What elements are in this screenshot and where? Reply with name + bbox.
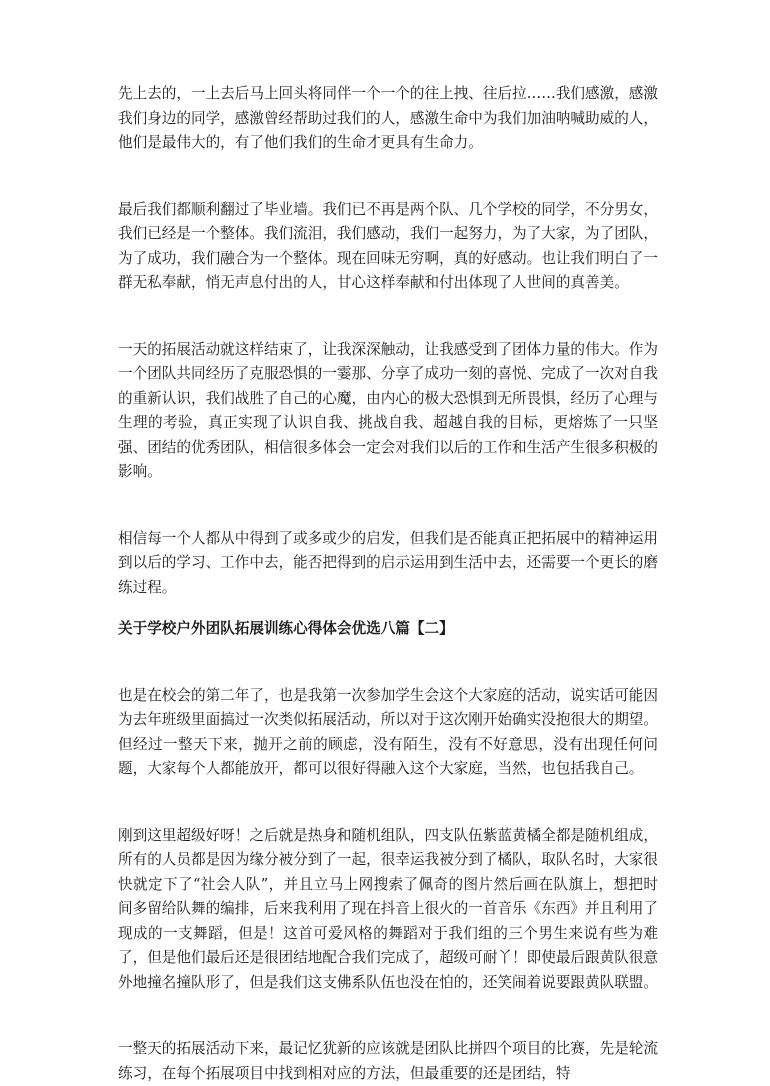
paragraph-2: 最后我们都顺利翻过了毕业墙。我们已不再是两个队、几个学校的同学，不分男女，我们已经是一个整体。我们流泪，我们感动，我们一起努力，为了大家，为了团队，为了成功，我们融合为一个整体。现在回味无穷啊，真的好感动。也让我们明白了一群无私奉献，悄无声息付出的人，甘心这样奉献和付出体现了人世间的真善美。 — [118, 200, 658, 291]
paragraph-7: 一整天的拓展活动下来，最记忆犹新的应该就是团队比拼四个项目的比赛，先是轮流练习，在每个拓展项目中找到相对应的方法，但最重要的还是团结，特 — [118, 1040, 658, 1082]
section-heading: 关于学校户外团队拓展训练心得体会优选八篇【二】 — [118, 620, 454, 637]
paragraph-spacer — [118, 156, 658, 198]
paragraph-1: 先上去的，一上去后马上回头将同伴一个一个的往上拽、往后拉……我们感激，感激我们身边的同学，感激曾经帮助过我们的人，感激生命中为我们加油呐喊助威的人，他们是最伟大的，有了他们我们的生命才更具有生命力。 — [118, 85, 658, 151]
paragraph-spacer — [118, 485, 658, 527]
paragraph-spacer — [118, 782, 658, 824]
paragraph-3: 一天的拓展活动就这样结束了，让我深深触动，让我感受到了团体力量的伟大。作为一个团队共同经历了克服恐惧的一霎那、分享了成功一刻的喜悦、完成了一次对自我的重新认识，我们战胜了自己的心魔，由内心的极大恐惧到无所畏惧，经历了心理与生理的考验，真正实现了认识自我、挑战自我、超越自我的目标，更熔炼了一只坚强、团结的优秀团队，相信很多体会一定会对我们以后的工作和生活产生很多积极的影响。 — [118, 340, 658, 480]
paragraph-6: 刚到这里超级好呀！之后就是热身和随机组队，四支队伍紫蓝黄橘全都是随机组成，所有的人员都是因为缘分被分到了一起，很幸运我被分到了橘队，取队名时，大家很快就定下了“社会人队”，并且立马上网搜索了佩奇的图片然后画在队旗上，想把时间多留给队舞的编排，后来我利用了现在抖音上很火的一首音乐《东西》并且利用了现成的一支舞蹈，但是！这首可爱风格的舞蹈对于我们组的三个男生来说有些为难了，但是他们最后还是很团结地配合我们完成了，超级可耐丫！即使最后跟黄队很意外地撞名撞队形了，但是我们这支佛系队伍也没在怕的，还笑闹着说要跟黄队联盟。 — [118, 826, 658, 991]
paragraph-spacer — [118, 600, 658, 617]
paragraph-5: 也是在校会的第二年了，也是我第一次参加学生会这个大家庭的活动，说实话可能因为去年班级里面搞过一次类似拓展活动，所以对于这次刚开始确实没抱很大的期望。但经过一整天下来，抛开之前的顾虑，没有陌生，没有不好意思，没有出现任何问题，大家每个人都能放开，都可以很好得融入这个大家庭，当然，也包括我自己。 — [118, 686, 658, 777]
document-page — [118, 82, 658, 1086]
paragraph-spacer — [118, 642, 658, 684]
paragraph-spacer — [118, 995, 658, 1037]
paragraph-4: 相信每一个人都从中得到了或多或少的启发，但我们是否能真正把拓展中的精神运用到以后的学习、工作中去，能否把得到的启示运用到生活中去，还需要一个更长的磨练过程。 — [118, 529, 658, 596]
paragraph-spacer — [118, 296, 658, 338]
